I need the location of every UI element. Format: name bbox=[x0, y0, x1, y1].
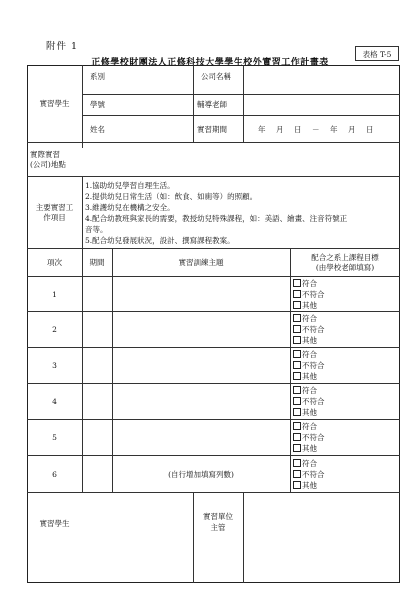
attachment-label: 附件 1 bbox=[46, 41, 79, 52]
checkbox-option[interactable]: 符合 bbox=[293, 422, 317, 431]
student-id-label: 學號 bbox=[90, 100, 105, 109]
checkbox-option[interactable]: 不符合 bbox=[293, 433, 325, 442]
checkbox-icon bbox=[293, 372, 301, 380]
sign-student-label: 實習學生 bbox=[39, 519, 70, 528]
checkbox-option[interactable]: 不符合 bbox=[293, 397, 325, 406]
col-header-period: 期間 bbox=[89, 258, 105, 267]
checkbox-icon bbox=[293, 361, 301, 369]
checkbox-icon bbox=[293, 386, 301, 394]
student-label: 實習學生 bbox=[39, 99, 70, 108]
row-number: 4 bbox=[52, 397, 57, 406]
col-line bbox=[112, 248, 113, 492]
checkbox-icon bbox=[293, 444, 301, 452]
checkbox-option[interactable]: 符合 bbox=[293, 279, 317, 288]
location-label: 實際實習 bbox=[30, 150, 60, 159]
checkbox-icon bbox=[293, 422, 301, 430]
checkbox-icon bbox=[293, 301, 301, 309]
checkbox-option[interactable]: 不符合 bbox=[293, 325, 325, 334]
name-label: 姓名 bbox=[90, 125, 105, 134]
checkbox-icon bbox=[293, 481, 301, 489]
checkbox-icon bbox=[293, 397, 301, 405]
form-title: 正修學校財團法人正修科技大學學生校外實習工作計畫表 bbox=[91, 58, 329, 68]
checkbox-icon bbox=[293, 279, 301, 287]
work-item: 3.維護幼兒在機構之安全。 bbox=[85, 203, 175, 212]
col-header-no: 項次 bbox=[47, 258, 62, 267]
work-item: 音等。 bbox=[85, 225, 108, 234]
col-line bbox=[82, 176, 83, 492]
checkbox-option[interactable]: 符合 bbox=[293, 459, 317, 468]
work-items-label: 主要實習工 bbox=[35, 203, 74, 212]
form-number-badge: 表格 T-5 bbox=[355, 46, 399, 61]
period-label: 實習期間 bbox=[197, 125, 227, 134]
checkbox-icon bbox=[293, 433, 301, 441]
row-number: 5 bbox=[52, 433, 57, 442]
col-line bbox=[193, 492, 194, 583]
checkbox-icon bbox=[293, 290, 301, 298]
row-number: 1 bbox=[52, 290, 57, 299]
department-label: 系別 bbox=[90, 72, 105, 81]
checkbox-option[interactable]: 符合 bbox=[293, 314, 317, 323]
col-header-goal: 配合之系上課程目標 bbox=[311, 253, 379, 262]
col-header-theme: 實習訓練主題 bbox=[178, 258, 224, 267]
sign-supervisor-label: 實習單位 bbox=[203, 512, 233, 521]
checkbox-option[interactable]: 符合 bbox=[293, 350, 317, 359]
work-item: 5.配合幼兒發展狀況，設計、撰寫課程教案。 bbox=[85, 236, 235, 245]
row-number: 6 bbox=[52, 470, 57, 479]
col-line bbox=[290, 248, 291, 492]
checkbox-option[interactable]: 符合 bbox=[293, 386, 317, 395]
checkbox-icon bbox=[293, 408, 301, 416]
checkbox-option[interactable]: 其他 bbox=[293, 336, 317, 345]
checkbox-icon bbox=[293, 459, 301, 467]
work-item: 4.配合幼教班與家長的需要，教授幼兒特殊課程，如：美語、繪畫、注音符號正 bbox=[85, 214, 348, 223]
checkbox-icon bbox=[293, 336, 301, 344]
col-line bbox=[243, 65, 244, 142]
row-line bbox=[82, 115, 400, 116]
work-items-label: 作項目 bbox=[43, 213, 66, 222]
checkbox-icon bbox=[293, 350, 301, 358]
col-line bbox=[82, 65, 83, 148]
checkbox-option[interactable]: 其他 bbox=[293, 408, 317, 417]
row-line bbox=[82, 94, 400, 95]
checkbox-option[interactable]: 不符合 bbox=[293, 470, 325, 479]
col-line bbox=[243, 492, 244, 583]
sign-supervisor-label: 主管 bbox=[210, 523, 226, 532]
row-line bbox=[27, 492, 400, 493]
checkbox-option[interactable]: 其他 bbox=[293, 481, 317, 490]
row-number: 3 bbox=[52, 361, 57, 370]
checkbox-option[interactable]: 其他 bbox=[293, 301, 317, 310]
advisor-label: 輔導老師 bbox=[197, 100, 227, 109]
location-label: (公司)地點 bbox=[30, 160, 66, 169]
checkbox-option[interactable]: 其他 bbox=[293, 372, 317, 381]
work-item: 2.提供幼兒日常生活（如：飲食、如廁等）的照顧。 bbox=[85, 192, 258, 201]
checkbox-icon bbox=[293, 314, 301, 322]
row-theme: (自行增加填寫列數) bbox=[168, 470, 234, 479]
company-label: 公司名稱 bbox=[201, 72, 231, 81]
checkbox-option[interactable]: 不符合 bbox=[293, 361, 325, 370]
period-date-format: 年 月 日 － 年 月 日 bbox=[258, 125, 375, 134]
row-number: 2 bbox=[52, 325, 57, 334]
checkbox-icon bbox=[293, 470, 301, 478]
checkbox-icon bbox=[293, 325, 301, 333]
checkbox-option[interactable]: 其他 bbox=[293, 444, 317, 453]
checkbox-option[interactable]: 不符合 bbox=[293, 290, 325, 299]
work-item: 1.協助幼兒學習自理生活。 bbox=[85, 181, 175, 190]
col-header-goal-note: (由學校老師填寫) bbox=[315, 263, 375, 272]
col-line bbox=[193, 65, 194, 142]
